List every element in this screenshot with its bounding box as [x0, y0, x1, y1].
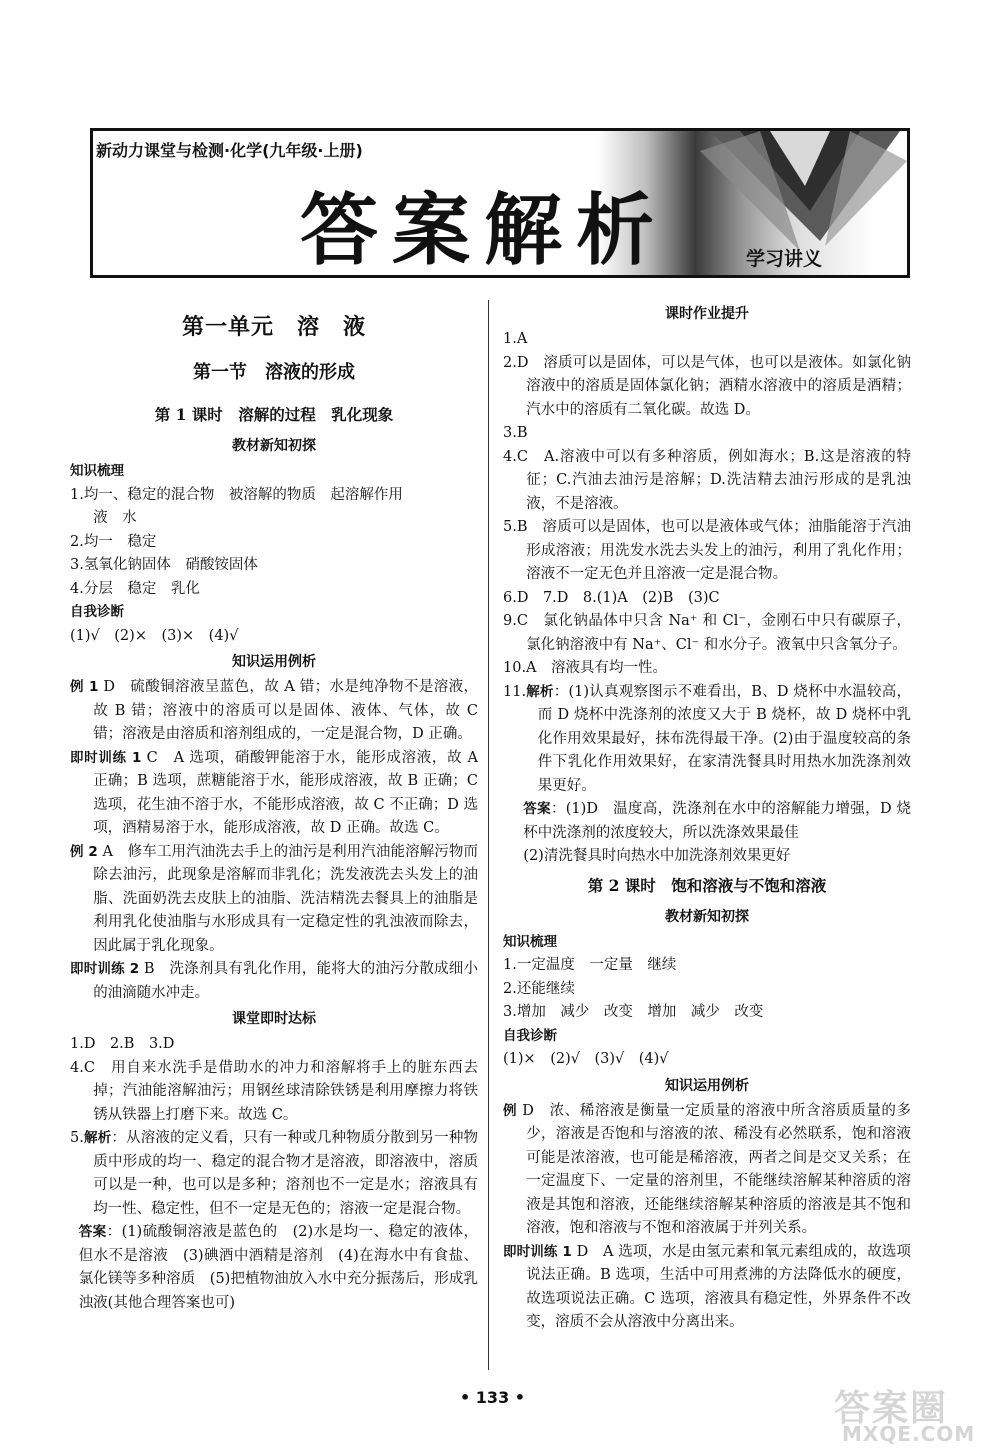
- answer-line: 3.氢氧化钠固体 硝酸铵固体: [70, 557, 258, 573]
- answer-line: 4.C 用自来水洗手是借助水的冲力和溶解将手上的脏东西去掉；汽油能溶解油污；用钢丝球清除铁锈是利用摩擦力将铁锈从铁器上打磨下来。故选 C。: [70, 1059, 478, 1123]
- item-number: 5.: [70, 1130, 84, 1146]
- answer-line: 10.A 溶液具有均一性。: [503, 660, 668, 676]
- item-number: 11.: [503, 683, 527, 700]
- answer-text: ：(1)硫酸铜溶液是蓝色的 (2)水是均一、稳定的液体，但水不是溶液 (3)碘酒中酒精是溶剂 (4)在海水中有食盐、氯化镁等多种溶质 (5)把植物油放入水中充分振荡后，形成乳浊液(其他合理答案也可): [78, 1224, 479, 1311]
- answer-line: (1)× (2)√ (3)√ (4)√: [503, 1051, 669, 1067]
- self-check-label: 自我诊断: [503, 1027, 557, 1044]
- answer-line: 1.A: [503, 331, 528, 347]
- analysis-text: ：从溶液的定义看，只有一种或几种物质分散到另一种物质中形成的均一、稳定的混合物才是溶液，即溶液中，溶质可以是一种，也可以是多种；溶剂也不一定是水；溶液具有均一性、稳定性，但不一定是无色的；溶液一定是混合物。: [93, 1130, 479, 1217]
- training-label: 即时训练 2: [70, 961, 140, 977]
- answer-text: (2)清洗餐具时向热水中加洗涤剂效果更好: [523, 848, 791, 864]
- watermark-text: 答案圈: [834, 1388, 949, 1429]
- analysis-label: 解析: [83, 1130, 112, 1146]
- example-text: D 硫酸铜溶液呈蓝色，故 A 错；水是纯净物不是溶液，故 B 错；溶液中的溶质可以是固体、液体、气体，故 C 错；溶液是由溶质和溶剂组成的，一定是混合物，D 正确。: [93, 679, 478, 742]
- example-label: 例 2: [70, 843, 98, 860]
- watermark-url: MXQE.COM: [842, 1422, 976, 1446]
- answer-label: 答案: [78, 1224, 107, 1240]
- training-label: 即时训练 1: [70, 749, 142, 766]
- block-title: 教材新知初探: [232, 438, 316, 454]
- block-title: 课时作业提升: [665, 306, 749, 322]
- answer-line: 1.均一、稳定的混合物 被溶解的物质 起溶解作用: [70, 486, 403, 503]
- self-check-label: 自我诊断: [70, 604, 124, 620]
- section-title: 第一节 溶液的形成: [193, 362, 355, 383]
- lesson-title: 第 2 课时 饱和溶液与不饱和溶液: [587, 875, 827, 895]
- knowledge-label: 知识梳理: [503, 933, 557, 950]
- training-label: 即时训练 1: [503, 1243, 572, 1260]
- answer-line: (1)√ (2)× (3)× (4)√: [70, 627, 239, 644]
- block-title: 知识运用例析: [665, 1077, 749, 1094]
- answer-line: 4.分层 稳定 乳化: [70, 580, 200, 597]
- answer-text: ：(1)D 温度高，洗涤剂在水中的溶解能力增强，D 烧杯中洗涤剂的浓度较大，所以洗涤效果最佳: [523, 801, 911, 841]
- training-text: B 洗涤剂具有乳化作用，能将大的油污分散成细小的油滴随水冲走。: [93, 961, 479, 1001]
- example-text: A 修车工用汽油洗去手上的油污是利用汽油能溶解污物而除去油污，此现象是溶解而非乳化；洗发液洗去头发上的油脂、洗面奶洗去皮肤上的油脂、洗洁精洗去餐具上的油脂是利用乳化使油脂与水形成具有一定稳定性的乳浊液而除去，因此属于乳化现象。: [93, 843, 478, 954]
- answer-line: 2.均一 稳定: [70, 533, 157, 550]
- watermark-logo: [820, 1378, 990, 1448]
- example-text: D 浓、稀溶液是衡量一定质量的溶液中所含溶质质量的多少，溶液是否饱和与溶液的浓、稀没有必然联系，饱和溶液可能是浓溶液，也可能是稀溶液，两者之间是交叉关系；在一定温度下、一定量的溶剂里，不能继续溶解某种溶质的溶液是其饱和溶液，还能继续溶解某种溶质的溶液是其不饱和溶液，饱和溶液与不饱和溶液属于并列关系。: [517, 1102, 912, 1236]
- knowledge-label: 知识梳理: [70, 463, 124, 479]
- banner-title: 答案解析: [300, 186, 669, 276]
- book-series-title: 新动力课堂与检测·化学(九年级·上册): [96, 141, 363, 160]
- column-divider: [488, 300, 489, 1370]
- analysis-text: ：(1)认真观察图示不难看出，B、D 烧杯中水温较高，而 D 烧杯中洗涤剂的浓度又大于 B 烧杯，故 D 烧杯中乳化作用效果最好，抹布洗得最干净。(2)由于温度较高的条件下乳化作用效果好，在家清洗餐具时用热水加洗涤剂效果更好。: [537, 683, 912, 794]
- answer-line: 2.还能继续: [503, 980, 575, 997]
- answer-line: 1.一定温度 一定量 继续: [503, 957, 677, 973]
- block-title: 知识运用例析: [232, 654, 316, 670]
- analysis-label: 解析: [526, 683, 554, 700]
- left-column: [70, 310, 478, 1315]
- answer-line: 6.D 7.D 8.(1)A (2)B (3)C: [503, 589, 720, 606]
- example-label: 例 1: [70, 679, 99, 695]
- right-column: [503, 300, 911, 1335]
- answer-line: 3.B: [503, 425, 528, 441]
- answer-label: 答案: [523, 801, 551, 817]
- block-title: 教材新知初探: [665, 908, 749, 925]
- answer-line: 5.B 溶质可以是固体，也可以是液体或气体；油脂能溶于汽油形成溶液；用洗发水洗去头发上的油污，利用了乳化作用；溶液不一定无色并且溶液一定是混合物。: [503, 519, 911, 582]
- answer-line: 1.D 2.B 3.D: [70, 1036, 175, 1052]
- answer-line: 液 水: [93, 510, 137, 526]
- example-label: 例: [503, 1102, 518, 1119]
- page-number: • 133 •: [460, 1388, 525, 1407]
- block-title: 课堂即时达标: [232, 1011, 316, 1027]
- lesson-title: 第 1 课时 溶解的过程 乳化现象: [154, 405, 394, 424]
- unit-title: 第一单元 溶 液: [181, 314, 366, 340]
- answer-line: 4.C A.溶液中可以有多种溶质，例如海水；B.这是溶液的特征；C.汽油去油污是溶解；D.洗洁精去油污形成的是乳浊液，不是溶液。: [503, 448, 911, 512]
- banner-subtitle: 学习讲义: [746, 248, 823, 270]
- answer-line: 3.增加 减少 改变 增加 减少 改变: [503, 1004, 764, 1020]
- training-text: C A 选项，硝酸钾能溶于水，能形成溶液，故 A 正确；B 选项，蔗糖能溶于水，能形成溶液，故 B 正确；C 选项，花生油不溶于水，不能形成溶液，故 C 不正确；D 选项，酒精易溶于水，能形成溶液，故 D 正确。故选 C。: [93, 749, 478, 836]
- answer-line: 9.C 氯化钠晶体中只含 Na⁺ 和 Cl⁻，金刚石中只有碳原子，氯化钠溶液中有 Na⁺、Cl⁻ 和水分子。液氧中只含氧分子。: [503, 613, 911, 653]
- answer-line: 2.D 溶质可以是固体，可以是气体，也可以是液体。如氯化钠溶液中的溶质是固体氯化钠；酒精水溶液中的溶质是酒精；汽水中的溶质有二氧化碳。故选 D。: [503, 354, 911, 418]
- training-text: D A 选项，水是由氢元素和氧元素组成的，故选项说法正确。B 选项，生活中可用煮沸的方法降低水的硬度，故选项说法正确。C 选项，溶液具有稳定性，外界条件不改变，溶质不会从溶液中分离出来。: [526, 1243, 911, 1330]
